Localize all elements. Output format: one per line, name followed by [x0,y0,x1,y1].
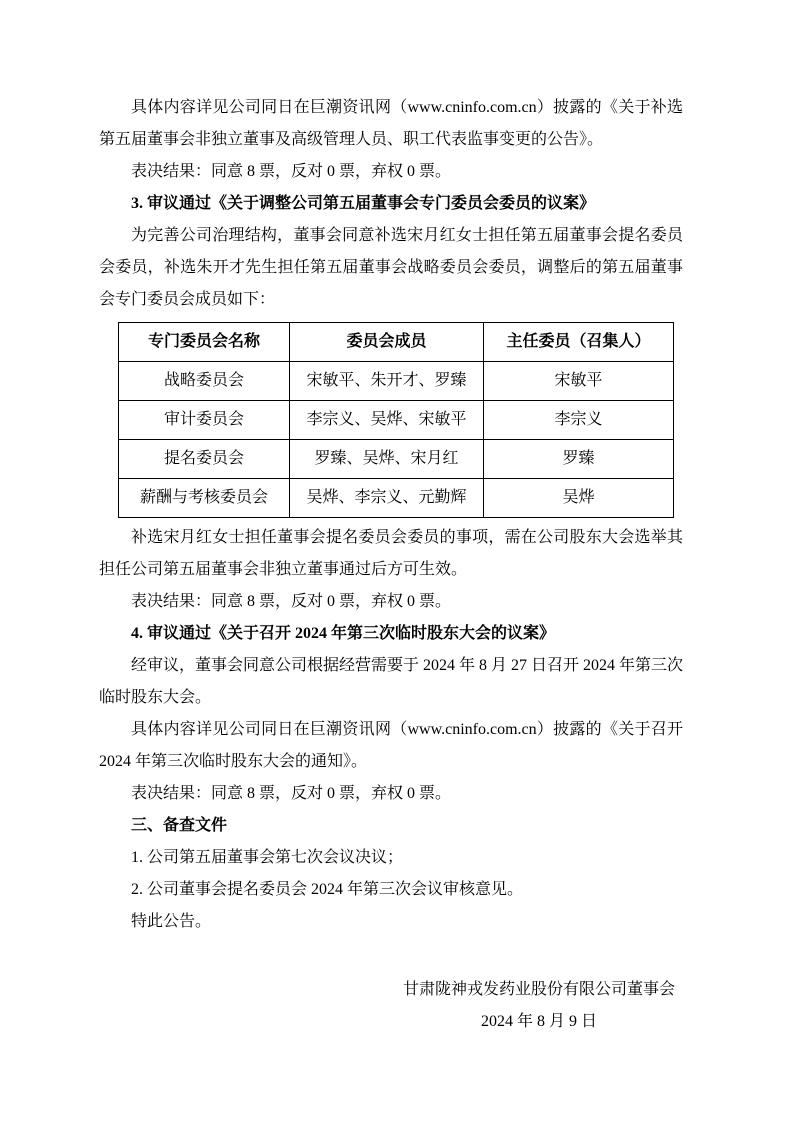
paragraph-item3-vote-result: 表决结果：同意 8 票，反对 0 票，弃权 0 票。 [131,593,452,610]
paragraph-item4-vote-result: 表决结果：同意 8 票，反对 0 票，弃权 0 票。 [131,785,452,802]
cell-chair: 吴烨 [484,479,674,518]
table-row-remuneration-committee [119,479,674,518]
heading-item3: 3. 审议通过《关于调整公司第五届董事会专门委员会委员的议案》 [131,195,596,212]
column-header-committee-name: 专门委员会名称 [119,323,290,362]
paragraph-item4-disclosure: 具体内容详见公司同日在巨潮资讯网（www.cninfo.com.cn）披露的《关于召开 2024 年第三次临时股东大会的通知》。 [99,721,683,770]
paragraph-item3-note: 补选宋月红女士担任董事会提名委员会委员的事项，需在公司股东大会选举其担任公司第五届董事会非独立董事通过后方可生效。 [99,529,683,578]
table-row-audit-committee [119,401,674,440]
cell-chair: 宋敏平 [484,362,674,401]
cell-committee-name: 提名委员会 [119,440,290,479]
heading-item4: 4. 审议通过《关于召开 2024 年第三次临时股东大会的议案》 [131,625,556,642]
signature-company-name: 甘肃陇神戎发药业股份有限公司董事会 [402,981,675,998]
table-row-nomination-committee [119,440,674,479]
cell-members: 李宗义、吴烨、宋敏平 [290,401,484,440]
heading-section3-documents: 三、备查文件 [131,817,228,834]
signature-date: 2024 年 8 月 9 日 [480,1013,597,1030]
paragraph-item2-vote-result: 表决结果：同意 8 票，反对 0 票，弃权 0 票。 [131,163,452,180]
cell-members: 吴烨、李宗义、元勤辉 [290,479,484,518]
signature-block [403,974,675,1038]
paragraph-reference-doc-1: 1. 公司第五届董事会第七次会议决议； [131,849,404,866]
cell-committee-name: 薪酬与考核委员会 [119,479,290,518]
cell-members: 罗臻、吴烨、宋月红 [290,440,484,479]
paragraph-item3-body: 为完善公司治理结构，董事会同意补选宋月红女士担任第五届董事会提名委员会委员，补选朱开才先生担任第五届董事会战略委员会委员，调整后的第五届董事会专门委员会成员如下： [99,227,683,308]
cell-members: 宋敏平、朱开才、罗臻 [290,362,484,401]
committee-table-header-row [119,323,674,362]
column-header-members: 委员会成员 [290,323,484,362]
paragraph-item4-body: 经审议，董事会同意公司根据经营需要于 2024 年 8 月 27 日召开 2024 年第三次临时股东大会。 [99,657,684,706]
cell-committee-name: 审计委员会 [119,401,290,440]
paragraph-reference-doc-2: 2. 公司董事会提名委员会 2024 年第三次会议审核意见。 [131,881,524,898]
paragraph-item2-disclosure: 具体内容详见公司同日在巨潮资讯网（www.cninfo.com.cn）披露的《关于补选第五届董事会非独立董事及高级管理人员、职工代表监事变更的公告》。 [99,99,683,148]
paragraph-closing-announcement: 特此公告。 [131,913,212,930]
cell-committee-name: 战略委员会 [119,362,290,401]
committee-table [118,322,674,518]
cell-chair: 李宗义 [484,401,674,440]
table-row-strategy-committee [119,362,674,401]
column-header-chair: 主任委员（召集人） [484,323,674,362]
cell-chair: 罗臻 [484,440,674,479]
